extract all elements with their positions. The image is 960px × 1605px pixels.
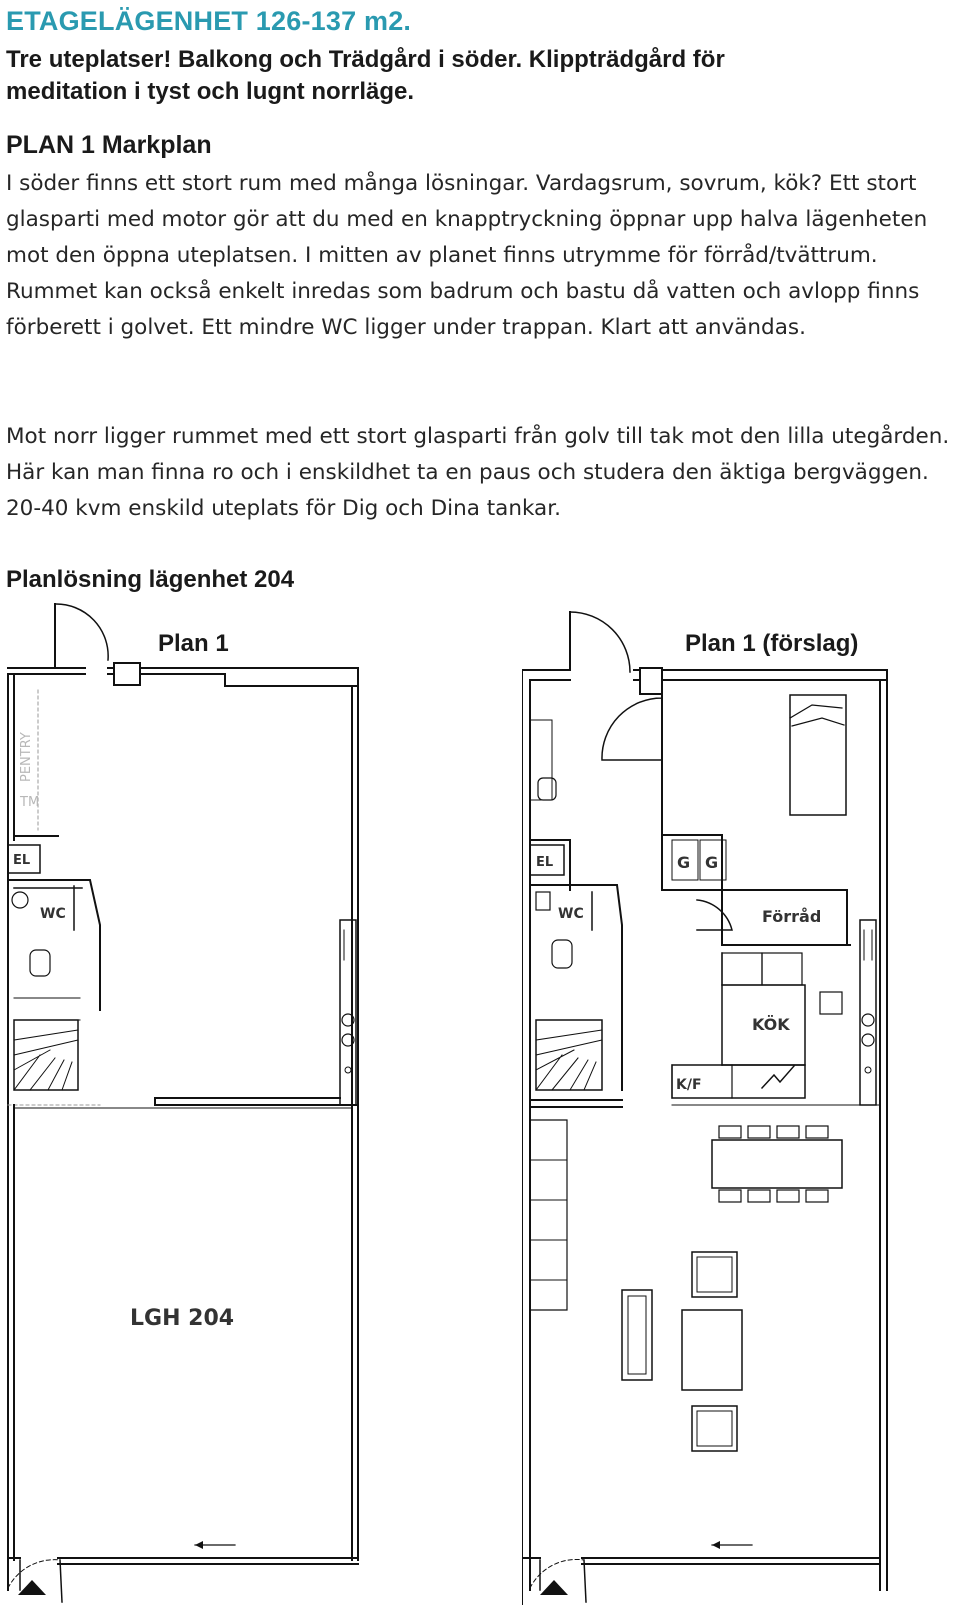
description-paragraph-2: Mot norr ligger rummet med ett stort glasparti från golv till tak mot den lilla utegården. Här kan man finna ro och i enskildhet ta en paus och studera den äktiga bergväggen. 20-40 kvm enskild uteplats för Dig och Dina tankar.	[6, 424, 950, 521]
subtitle-line-1: Tre uteplatser! Balkong och Trädgård i söder. Klippträdgård för	[6, 46, 725, 73]
label-pentry: PENTRY	[19, 732, 34, 782]
floorplan-proposal	[522, 600, 922, 1605]
section-heading: PLAN 1 Markplan	[6, 131, 212, 159]
label-wc: WC	[40, 906, 66, 922]
page-subtitle	[6, 44, 946, 108]
label-kitchen: KÖK	[752, 1015, 790, 1034]
floorplan-original	[0, 600, 380, 1605]
subtitle-line-2: meditation i tyst och lugnt norrläge.	[6, 78, 415, 105]
label-storage: Förråd	[762, 907, 822, 926]
label-el: EL	[13, 853, 31, 868]
floorplan-heading: Planlösning lägenhet 204	[6, 566, 295, 593]
label-apartment: LGH 204	[130, 1306, 235, 1331]
label-tm: TM	[20, 795, 40, 810]
label-g1: G	[677, 853, 691, 872]
plan1-title: Plan 1	[158, 630, 229, 657]
description-paragraph-1: I söder finns ett stort rum med många lösningar. Vardagsrum, sovrum, kök? Ett stort glasparti med motor gör att du med en knapptryckning öppnar upp halva lägenheten mot den öppna uteplatsen. I mitten av planet finns utrymme för förråd/tvättrum. Rummet kan också enkelt inredas som badrum och bastu då vatten och avlopp finns förberett i golvet. Ett mindre WC ligger under trappan. Klart att användas.	[6, 171, 928, 340]
label-wc: WC	[558, 906, 584, 922]
plan2-title: Plan 1 (förslag)	[685, 630, 859, 657]
label-kf: K/F	[676, 1077, 702, 1093]
label-g2: G	[705, 853, 719, 872]
label-el: EL	[536, 855, 554, 870]
page-title: ETAGELÄGENHET 126-137 m2.	[6, 6, 412, 36]
